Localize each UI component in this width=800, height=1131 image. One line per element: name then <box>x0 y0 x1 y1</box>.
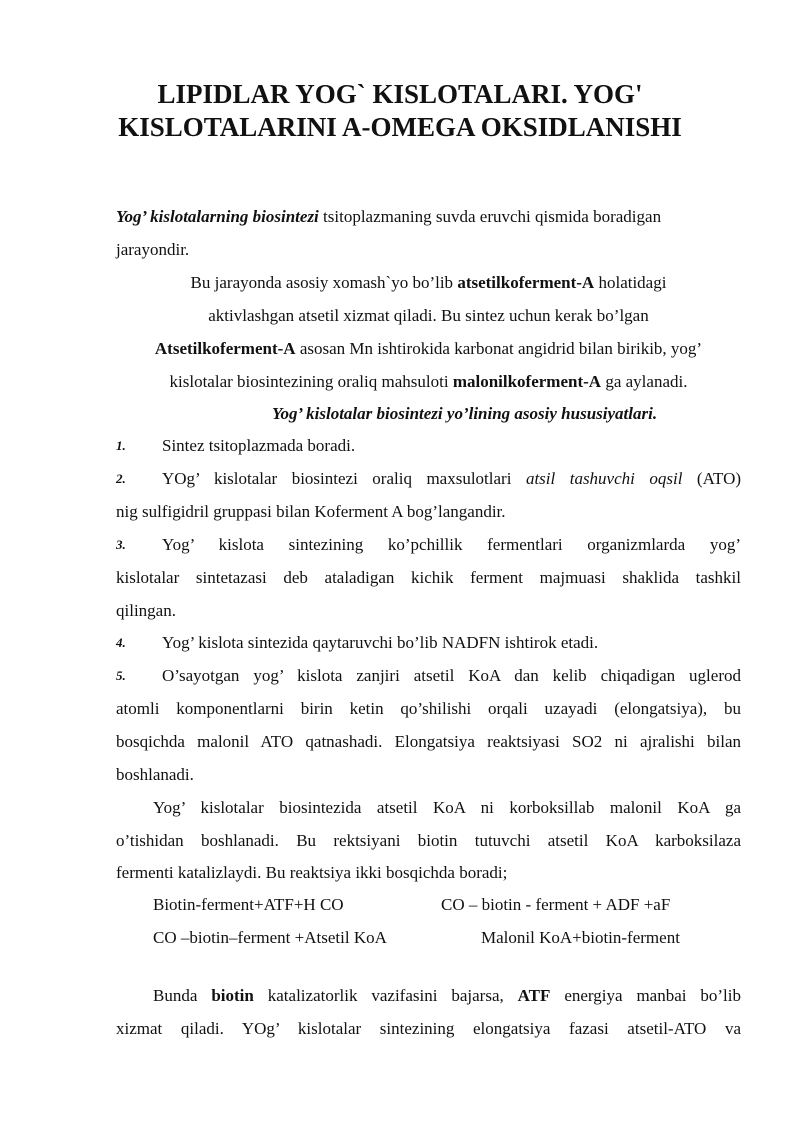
reaction-1-left: Biotin-ferment+ATF+H CO <box>153 895 344 914</box>
centered-line-3: Atsetilkoferment-A asosan Mn ishtirokida karbonat angidrid bilan birikib, yog’ <box>154 339 703 358</box>
reaction-1-right: CO – biotin - ferment + ADF +aF <box>441 895 671 914</box>
title-line-2: KISLOTALARINI A-OMEGA OKSIDLANISHI <box>118 112 682 142</box>
reaction-2-right: Malonil KoA+biotin-ferment <box>481 928 680 947</box>
paragraph-line: fermenti katalizlaydi. Bu reaktsiya ikki bosqichda boradi; <box>116 863 508 882</box>
centered-line-4: kislotalar biosintezining oraliq mahsuloti malonilkoferment-A ga aylanadi. <box>169 372 688 391</box>
list-item-4: Yog’ kislota sintezida qaytaruvchi bo’lib NADFN ishtirok etadi. <box>162 633 599 652</box>
reaction-2-left: CO –biotin–ferment +Atsetil KoA <box>153 928 387 947</box>
list-item-5-cont: boshlanadi. <box>116 765 194 784</box>
intro-term: Yog’ kislotalarning biosintezi <box>116 207 319 226</box>
paragraph-line: Bunda biotin katalizatorlik vazifasini bajarsa, ATF energiya manbai bo’lib <box>153 986 742 1005</box>
section-heading: Yog’ kislotalar biosintezi yo’lining asosiy hususiyatlari. <box>272 404 658 423</box>
list-item-5: O’sayotgan yog’ kislota zanjiri atsetil KoA dan kelib chiqadigan uglerod <box>162 666 741 685</box>
list-item-1: Sintez tsitoplazmada boradi. <box>162 436 356 455</box>
list-item-2: YOg’ kislotalar biosintezi oraliq maxsulotlari atsil tashuvchi oqsil (ATO) <box>162 469 742 488</box>
paragraph-line: o’tishidan boshlanadi. Bu rektsiyani biotin tutuvchi atsetil KoA karboksilaza <box>116 831 741 850</box>
list-item-5-cont: bosqichda malonil ATO qatnashadi. Elongatsiya reaktsiyasi SO2 ni ajralishi bilan <box>116 732 741 751</box>
centered-line-1: Bu jarayonda asosiy xomash`yo bo’lib atsetilkoferment-A holatidagi <box>190 273 667 292</box>
list-item-3-cont: kislotalar sintetazasi deb ataladigan kichik ferment majmuasi shaklida tashkil <box>116 568 741 587</box>
list-number: 5. <box>116 668 126 683</box>
intro-line-1: Yog’ kislotalarning biosintezi tsitoplazmaning suvda eruvchi qismida boradigan <box>116 207 662 226</box>
paragraph-line: Yog’ kislotalar biosintezida atsetil KoA ni korboksillab malonil KoA ga <box>153 798 741 817</box>
list-item-2-cont: nig sulfigidril gruppasi bilan Koferment A bog’langandir. <box>116 502 506 521</box>
list-number: 1. <box>116 438 126 453</box>
list-item-3-cont: qilingan. <box>116 601 176 620</box>
list-item-3: Yog’ kislota sintezining ko’pchillik fermentlari organizmlarda yog’ <box>162 535 741 554</box>
intro-line-2: jarayondir. <box>116 240 190 259</box>
title-line-1: LIPIDLAR YOG` KISLOTALARI. YOG' <box>157 79 643 109</box>
list-item-5-cont: atomli komponentlarni birin ketin qo’shilishi orqali uzayadi (elongatsiya), bu <box>116 699 741 718</box>
centered-line-2: aktivlashgan atsetil xizmat qiladi. Bu sintez uchun kerak bo’lgan <box>208 306 649 325</box>
list-number: 2. <box>116 471 126 486</box>
paragraph-line: xizmat qiladi. YOg’ kislotalar sintezining elongatsiya fazasi atsetil-ATO va <box>116 1019 741 1038</box>
list-number: 3. <box>116 537 126 552</box>
page-title <box>100 78 700 144</box>
list-number: 4. <box>116 635 126 650</box>
